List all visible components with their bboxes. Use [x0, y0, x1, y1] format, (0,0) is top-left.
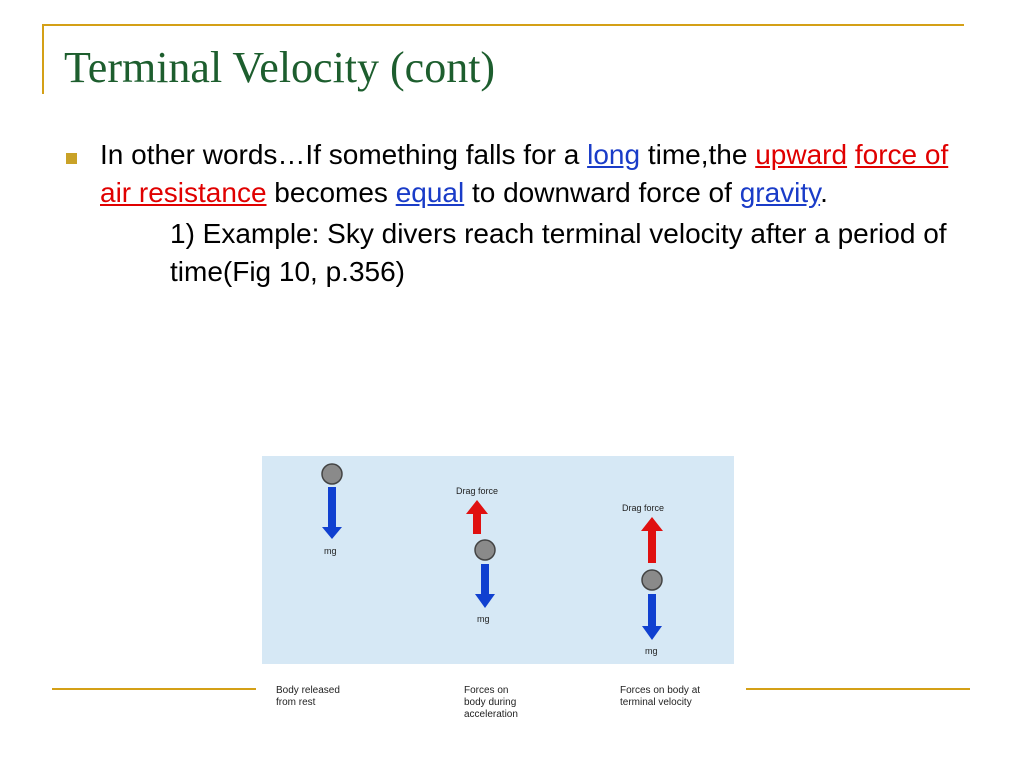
text-run: In other words…If something falls for a [100, 139, 588, 170]
caption-released: Body released from rest [276, 685, 340, 708]
falling-body-icon [475, 540, 495, 560]
drag-arrow-shaft [473, 514, 481, 534]
gravity-arrow-head [642, 626, 662, 640]
gravity-arrow-head [475, 594, 495, 608]
caption-acceleration: Forces on body during acceleration [464, 685, 518, 720]
forces-diagram [262, 456, 734, 664]
text-run: . [820, 176, 828, 208]
gravity-arrow-shaft [481, 564, 489, 594]
frame-left-line [42, 24, 44, 94]
drag-force-label: Drag force [622, 503, 665, 513]
text-run: time,the [640, 139, 756, 170]
mg-label: mg [477, 614, 490, 624]
footer-line-left [52, 688, 256, 690]
body-2-diagram [456, 486, 498, 624]
body-3-diagram [622, 503, 664, 656]
slide-body [100, 136, 980, 290]
drag-arrow-head [466, 500, 488, 514]
drag-arrow-head [641, 517, 663, 531]
keyword-long: long [587, 139, 641, 170]
bullet-square-icon [66, 153, 77, 164]
keyword-gravity: gravity [739, 176, 821, 208]
gravity-arrow-shaft [648, 594, 656, 626]
slide-title: Terminal Velocity (cont) [64, 43, 496, 92]
mg-label: mg [645, 646, 658, 656]
text-run: to downward force of [464, 176, 740, 208]
keyword-equal: equal [395, 176, 465, 208]
example-text: 1) Example: Sky divers reach terminal velocity after a period of time(Fig 10, p.356) [170, 218, 947, 287]
frame-top-line [42, 24, 964, 26]
caption-terminal: Forces on body at terminal velocity [620, 685, 701, 708]
gravity-arrow-shaft [328, 487, 336, 527]
footer-line-right [746, 688, 970, 690]
falling-body-icon [322, 464, 342, 484]
mg-label: mg [324, 546, 337, 556]
drag-arrow-shaft [648, 531, 656, 563]
bullet-item [100, 136, 980, 211]
text-run [847, 139, 855, 170]
keyword-upward: upward [755, 139, 848, 170]
falling-body-icon [642, 570, 662, 590]
text-run: becomes [266, 176, 396, 208]
keyword-force-air-resistance: force of air resistance [100, 139, 949, 208]
forces-figure [262, 456, 734, 664]
gravity-arrow-head [322, 527, 342, 539]
body-1-diagram [322, 464, 342, 556]
drag-force-label: Drag force [456, 486, 499, 496]
